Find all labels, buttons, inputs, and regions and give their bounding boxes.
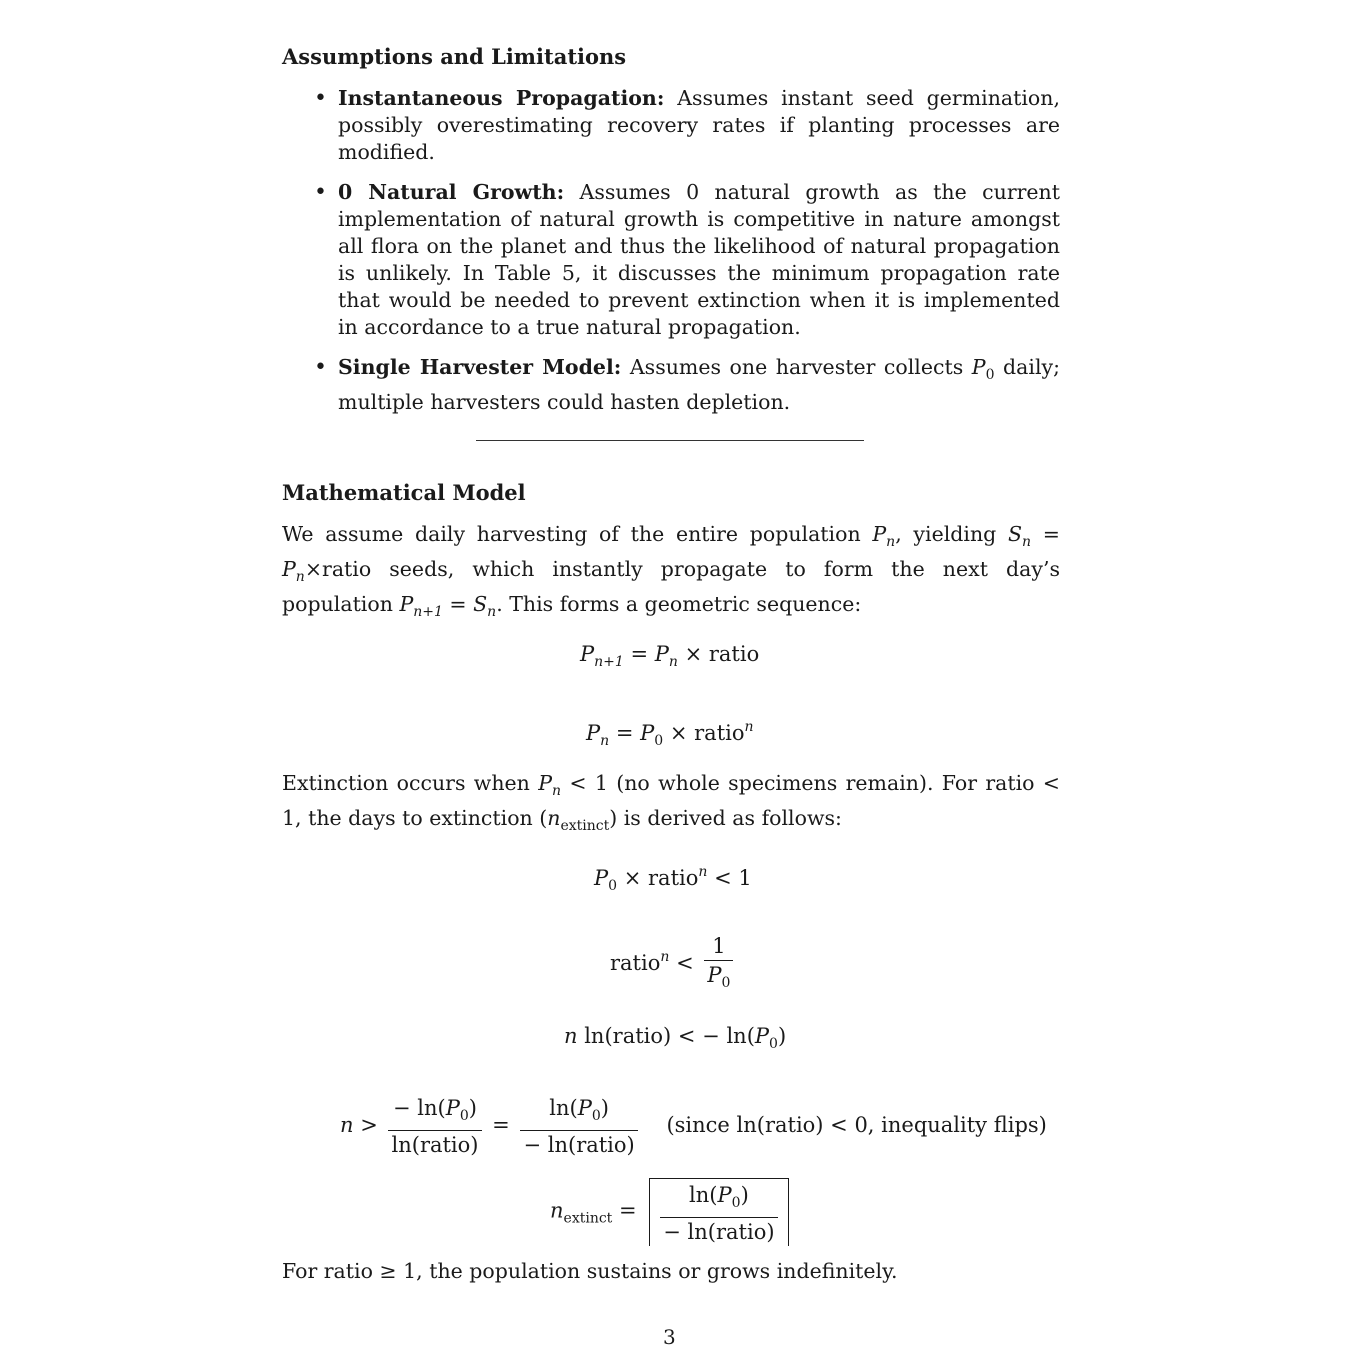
bullet-icon: • bbox=[314, 86, 327, 111]
intro-text: seeds, which instantly propagate to form the next day’s population bbox=[282, 557, 1060, 616]
equation-extinct: $n_{extinct}$ = $\frac{\ln(P_0)}{\text{− ln(ratio)}}$ bbox=[550, 1178, 789, 1246]
assumptions-heading: Assumptions and Limitations bbox=[282, 44, 627, 69]
equation-note: (since ln(ratio) < 0, inequality flips) bbox=[666, 1113, 1047, 1137]
math-sub: 0 bbox=[985, 367, 995, 383]
bullet-icon: • bbox=[314, 180, 327, 205]
item-term: Instantaneous Propagation: bbox=[338, 86, 665, 110]
model-intro: We assume daily harvesting of the entire population $P_n$, yielding $S_n$ = $P_n\times ratio$ seeds, which instantly propagate to form the next day’s population $P_{n+1} = S_n$. This forms a geometric sequence: bbox=[282, 522, 1060, 620]
closing-paragraph: For ratio ≥ 1, the population sustains or grows indefinitely. bbox=[282, 1259, 898, 1283]
ratio-label: ratio bbox=[610, 951, 661, 975]
extinction-paragraph: Extinction occurs when $P_n < 1$ (no whole specimens remain). For ratio < 1, the days to extinction $(n_{extinct})$ is derived as follows: bbox=[282, 771, 1060, 834]
extinction-text: Extinction occurs when bbox=[282, 771, 530, 795]
bullet-icon: • bbox=[314, 355, 327, 380]
ln-label: ln bbox=[726, 1024, 747, 1048]
extinction-text: < 1 (no whole specimens remain). For ratio < 1, the days to extinction ( bbox=[282, 771, 1060, 830]
ratio-label: ratio bbox=[612, 1024, 664, 1048]
fraction: $\frac{\ln(P_0)}{\text{− ln(ratio)}}$ bbox=[520, 1094, 637, 1159]
item-text: Assumes 0 natural growth as the current implementation of natural growth is competitive in nature amongst all flora on the planet and thus the likelihood of natural propagation is unlikely. In Table 5, it discusses the minimum propagation rate that would be needed to prevent extinction when it is implemented in accordance to a true natural propagation. bbox=[338, 180, 1060, 339]
fraction: $\frac{\ln(P_0)}{\text{− ln(ratio)}}$ bbox=[660, 1181, 777, 1246]
extinct-sub: extinct bbox=[563, 1210, 613, 1227]
equation-solve: n > $\frac{- \ln(P_0)}{\text{ln(ratio)}}$ = $\frac{\ln(P_0)}{\text{− ln(ratio)}}$ (since ln(ratio) < 0, inequality flips) bbox=[340, 1096, 1047, 1157]
equation-recurrence: $P_{n+1} = P_n$ × ratio bbox=[580, 642, 760, 670]
item-text: Assumes instant seed germination, possibly overestimating recovery rates if planting processes are modified. bbox=[338, 86, 1060, 164]
math-var: P bbox=[971, 355, 986, 379]
model-heading: Mathematical Model bbox=[282, 480, 526, 505]
item-term: 0 Natural Growth: bbox=[338, 180, 565, 204]
ratio-label: ratio bbox=[322, 557, 372, 581]
item-text: daily; multiple harvesters could hasten depletion. bbox=[338, 355, 1060, 414]
equation-closed-form: $P_n = P_0$ × ratio$^n$ bbox=[586, 719, 754, 749]
extinction-text: ) is derived as follows: bbox=[609, 806, 842, 830]
section-divider bbox=[476, 440, 864, 441]
list-item bbox=[314, 179, 1060, 341]
ratio-label: ratio bbox=[648, 866, 699, 890]
ratio-label: ratio bbox=[708, 642, 760, 666]
list-item bbox=[314, 354, 1060, 416]
page-number: 3 bbox=[663, 1325, 676, 1349]
ratio-label: ratio bbox=[694, 721, 745, 745]
equation-inequality-2: ratio$^n$ < $\frac{1}{P_0}$ bbox=[610, 932, 737, 997]
extinct-sub: extinct bbox=[560, 818, 610, 834]
ln-label: ln bbox=[584, 1024, 605, 1048]
item-term: Single Harvester Model: bbox=[338, 355, 622, 379]
intro-text: We assume daily harvesting of the entire population bbox=[282, 522, 861, 546]
ceiling-bracket bbox=[649, 1178, 788, 1246]
equation-log: n ln(ratio) < − $\ln(P_0)$ bbox=[564, 1024, 787, 1052]
equation-inequality-1: $P_0$ × ratio$^n$ < 1 bbox=[594, 864, 752, 894]
item-text: Assumes one harvester collects bbox=[629, 355, 964, 379]
intro-text: , yielding bbox=[895, 522, 997, 546]
fraction: $\frac{1}{P_0}$ bbox=[704, 932, 733, 997]
list-item bbox=[314, 85, 1060, 166]
fraction: $\frac{- \ln(P_0)}{\text{ln(ratio)}}$ bbox=[388, 1094, 481, 1159]
intro-text: This forms a geometric sequence: bbox=[509, 592, 862, 616]
